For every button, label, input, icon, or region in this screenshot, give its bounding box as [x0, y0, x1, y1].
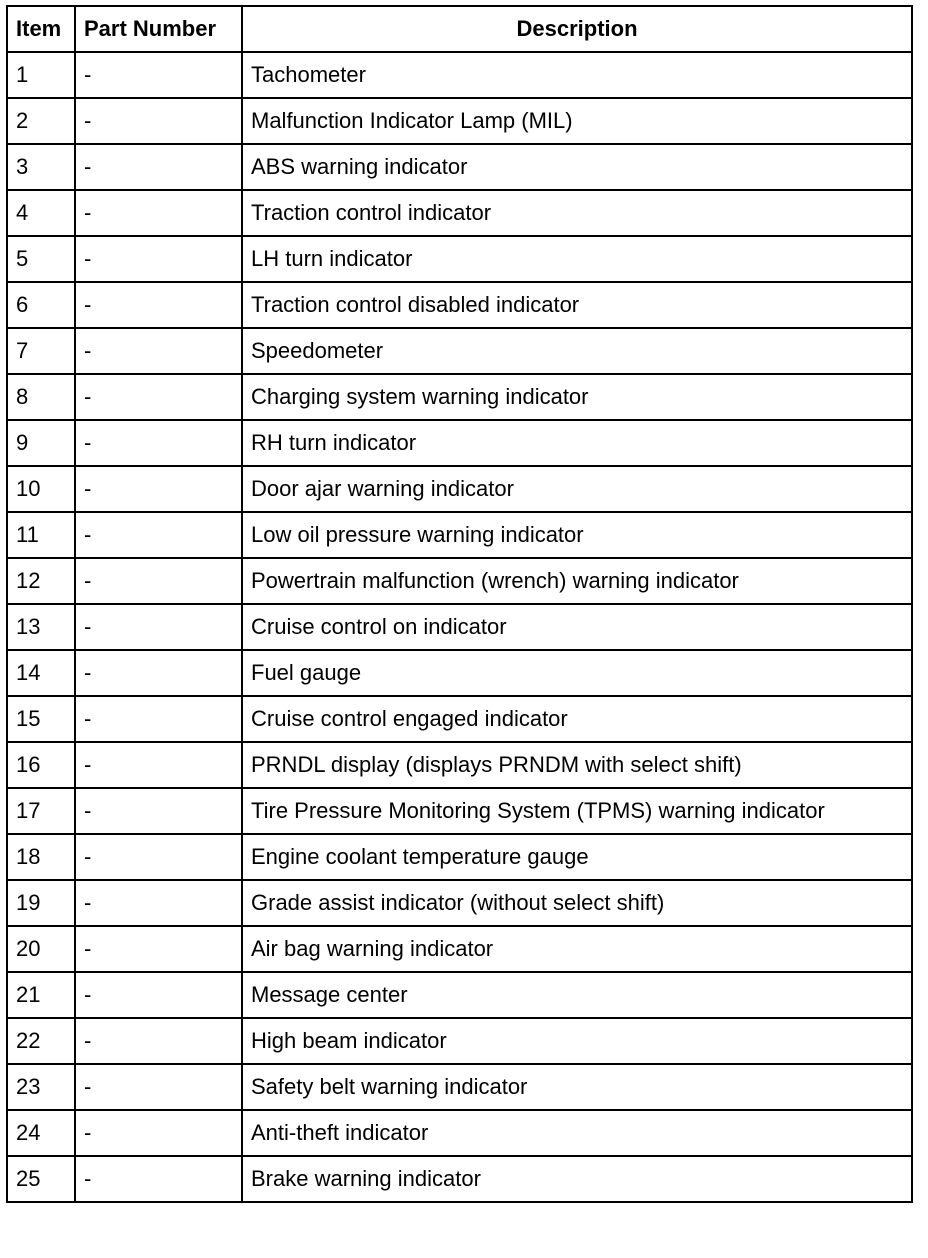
table-row — [7, 650, 912, 696]
cell-item: 7 — [7, 328, 75, 374]
cell-item: 20 — [7, 926, 75, 972]
cell-item: 15 — [7, 696, 75, 742]
cell-item: 23 — [7, 1064, 75, 1110]
cell-part-number: - — [75, 374, 242, 420]
cell-item: 1 — [7, 52, 75, 98]
table-row — [7, 282, 912, 328]
cell-description: Tachometer — [242, 52, 912, 98]
cell-description: Message center — [242, 972, 912, 1018]
header-item: Item — [7, 6, 75, 52]
cell-part-number: - — [75, 190, 242, 236]
cell-description: RH turn indicator — [242, 420, 912, 466]
cell-part-number: - — [75, 558, 242, 604]
cell-item: 21 — [7, 972, 75, 1018]
table-row — [7, 742, 912, 788]
table-row — [7, 98, 912, 144]
cell-description: Traction control disabled indicator — [242, 282, 912, 328]
cell-item: 2 — [7, 98, 75, 144]
cell-description: Cruise control engaged indicator — [242, 696, 912, 742]
cell-description: Traction control indicator — [242, 190, 912, 236]
cell-part-number: - — [75, 650, 242, 696]
cell-part-number: - — [75, 742, 242, 788]
cell-part-number: - — [75, 972, 242, 1018]
cell-item: 19 — [7, 880, 75, 926]
cell-part-number: - — [75, 788, 242, 834]
cell-part-number: - — [75, 1110, 242, 1156]
table-row — [7, 880, 912, 926]
cell-part-number: - — [75, 1064, 242, 1110]
cell-part-number: - — [75, 926, 242, 972]
table-row — [7, 788, 912, 834]
cell-description: High beam indicator — [242, 1018, 912, 1064]
cell-item: 11 — [7, 512, 75, 558]
cell-description: Cruise control on indicator — [242, 604, 912, 650]
cell-part-number: - — [75, 1018, 242, 1064]
cell-part-number: - — [75, 282, 242, 328]
table-row — [7, 972, 912, 1018]
cell-item: 10 — [7, 466, 75, 512]
cell-description: LH turn indicator — [242, 236, 912, 282]
cell-description: Tire Pressure Monitoring System (TPMS) warning indicator — [242, 788, 912, 834]
cell-description: Malfunction Indicator Lamp (MIL) — [242, 98, 912, 144]
table-row — [7, 144, 912, 190]
parts-table — [6, 5, 913, 1203]
cell-item: 5 — [7, 236, 75, 282]
cell-part-number: - — [75, 98, 242, 144]
table-row — [7, 236, 912, 282]
cell-part-number: - — [75, 328, 242, 374]
cell-description: Engine coolant temperature gauge — [242, 834, 912, 880]
header-part-number: Part Number — [75, 6, 242, 52]
cell-item: 22 — [7, 1018, 75, 1064]
cell-item: 16 — [7, 742, 75, 788]
cell-part-number: - — [75, 834, 242, 880]
cell-description: Safety belt warning indicator — [242, 1064, 912, 1110]
cell-description: Anti-theft indicator — [242, 1110, 912, 1156]
cell-description: Brake warning indicator — [242, 1156, 912, 1202]
table-row — [7, 604, 912, 650]
table-row — [7, 466, 912, 512]
cell-part-number: - — [75, 420, 242, 466]
cell-item: 4 — [7, 190, 75, 236]
cell-part-number: - — [75, 604, 242, 650]
cell-part-number: - — [75, 880, 242, 926]
cell-part-number: - — [75, 512, 242, 558]
header-description: Description — [242, 6, 912, 52]
cell-item: 17 — [7, 788, 75, 834]
table-row — [7, 1018, 912, 1064]
cell-description: Charging system warning indicator — [242, 374, 912, 420]
table-row — [7, 374, 912, 420]
cell-item: 24 — [7, 1110, 75, 1156]
cell-item: 9 — [7, 420, 75, 466]
cell-description: Powertrain malfunction (wrench) warning indicator — [242, 558, 912, 604]
table-row — [7, 52, 912, 98]
cell-part-number: - — [75, 466, 242, 512]
cell-item: 18 — [7, 834, 75, 880]
table-row — [7, 1156, 912, 1202]
cell-description: Speedometer — [242, 328, 912, 374]
table-row — [7, 834, 912, 880]
cell-item: 8 — [7, 374, 75, 420]
cell-item: 3 — [7, 144, 75, 190]
cell-item: 12 — [7, 558, 75, 604]
cell-description: PRNDL display (displays PRNDM with select shift) — [242, 742, 912, 788]
cell-description: Fuel gauge — [242, 650, 912, 696]
cell-part-number: - — [75, 696, 242, 742]
table-row — [7, 696, 912, 742]
cell-description: Door ajar warning indicator — [242, 466, 912, 512]
cell-description: Air bag warning indicator — [242, 926, 912, 972]
cell-description: ABS warning indicator — [242, 144, 912, 190]
table-row — [7, 926, 912, 972]
cell-item: 25 — [7, 1156, 75, 1202]
cell-part-number: - — [75, 144, 242, 190]
table-row — [7, 190, 912, 236]
cell-item: 6 — [7, 282, 75, 328]
table-row — [7, 1110, 912, 1156]
cell-part-number: - — [75, 1156, 242, 1202]
header-row — [7, 6, 912, 52]
table-row — [7, 558, 912, 604]
cell-item: 14 — [7, 650, 75, 696]
table-row — [7, 1064, 912, 1110]
cell-part-number: - — [75, 236, 242, 282]
cell-description: Grade assist indicator (without select shift) — [242, 880, 912, 926]
table-row — [7, 420, 912, 466]
table-row — [7, 512, 912, 558]
cell-description: Low oil pressure warning indicator — [242, 512, 912, 558]
table-row — [7, 328, 912, 374]
cell-item: 13 — [7, 604, 75, 650]
cell-part-number: - — [75, 52, 242, 98]
